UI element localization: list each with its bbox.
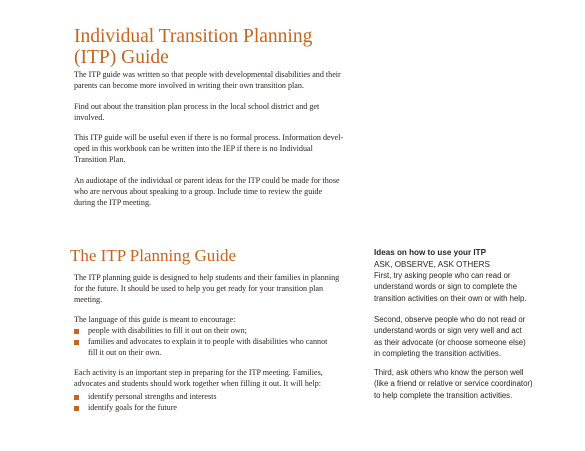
text-line: (like a friend or relative or service coordinator) <box>374 379 533 389</box>
intro-paragraph <box>74 101 384 123</box>
text-line: people with disabilities to fill it out on their own; <box>88 326 247 335</box>
text-line: to help complete the transition activities. <box>374 390 513 400</box>
page-title <box>74 26 312 68</box>
text-line: families and advocates to explain it to people with disabilities who cannot <box>88 337 328 347</box>
text-line: transition activities on their own or with help. <box>374 293 527 303</box>
text-line: understand words or sign very well and act <box>374 326 522 336</box>
sidebar-paragraph <box>374 270 574 304</box>
bullet-list <box>74 325 327 358</box>
list-item <box>74 402 217 413</box>
sidebar-paragraph <box>374 314 574 359</box>
sidebar-title: Ideas on how to use your ITP <box>374 248 486 257</box>
bullet-list <box>74 391 217 413</box>
text-line: Third, ask others who know the person well <box>374 368 524 377</box>
text-line: meeting. <box>74 295 103 305</box>
intro-paragraph <box>74 175 384 208</box>
text-line: Second, observe people who do not read or <box>374 315 526 324</box>
bullet-square-icon <box>74 395 79 400</box>
section-paragraph <box>74 272 384 305</box>
text-line: advocates and students should work together when filling it out. It will help: <box>74 379 322 389</box>
intro-paragraph <box>74 132 384 165</box>
text-line: identify personal strengths and interests <box>88 392 217 401</box>
text-line: Transition Plan. <box>74 155 126 165</box>
text-line: as their advocate (or choose someone else) <box>374 337 526 347</box>
text-line: identify goals for the future <box>88 403 178 413</box>
text-line: oped in this workbook can be written into the IEP if there is no Individual <box>74 144 313 154</box>
sidebar-subtitle: ASK, OBSERVE, ASK OTHERS <box>374 260 490 269</box>
text-line: This ITP guide will be useful even if there is no formal process. Information devel- <box>74 133 344 142</box>
text-line: An audiotape of the individual or parent ideas for the ITP could be made for those <box>74 176 340 185</box>
text-line: Each activity is an important step in preparing for the ITP meeting. Families, <box>74 368 323 377</box>
text-line: First, try asking people who can read or <box>374 271 511 280</box>
text-line: The language of this guide is meant to encourage: <box>74 315 236 324</box>
intro-paragraph <box>74 69 384 91</box>
text-line: understand words or sign to complete the <box>374 282 518 292</box>
text-line: The ITP guide was written so that people with developmental disabilities and their <box>74 70 341 79</box>
list-item <box>74 336 327 358</box>
text-line: The ITP planning guide is designed to help students and their families in planning <box>74 273 340 282</box>
text-line: fill it out on their own. <box>88 348 162 358</box>
text-line: in completing the transition activities. <box>374 348 501 358</box>
section-paragraph <box>74 314 384 325</box>
text-line: parents can become more involved in writing their own transition plan. <box>74 81 304 91</box>
section-heading: The ITP Planning Guide <box>70 246 237 265</box>
text-line: who are nervous about speaking to a group. Include time to review the guide <box>74 187 323 197</box>
bullet-square-icon <box>74 406 79 411</box>
sidebar-paragraph <box>374 367 574 401</box>
text-line: during the ITP meeting. <box>74 198 152 208</box>
text-line: Find out about the transition plan process in the local school district and get <box>74 102 320 111</box>
bullet-square-icon <box>74 329 79 334</box>
title-line: Individual Transition Planning <box>74 26 313 47</box>
text-line: for the future. It should be used to help you get ready for your transition plan <box>74 284 324 294</box>
text-line: involved. <box>74 113 105 123</box>
title-line: (ITP) Guide <box>74 47 169 68</box>
list-item <box>74 325 327 336</box>
list-item <box>74 391 217 402</box>
bullet-square-icon <box>74 340 79 345</box>
section-paragraph <box>74 367 384 389</box>
